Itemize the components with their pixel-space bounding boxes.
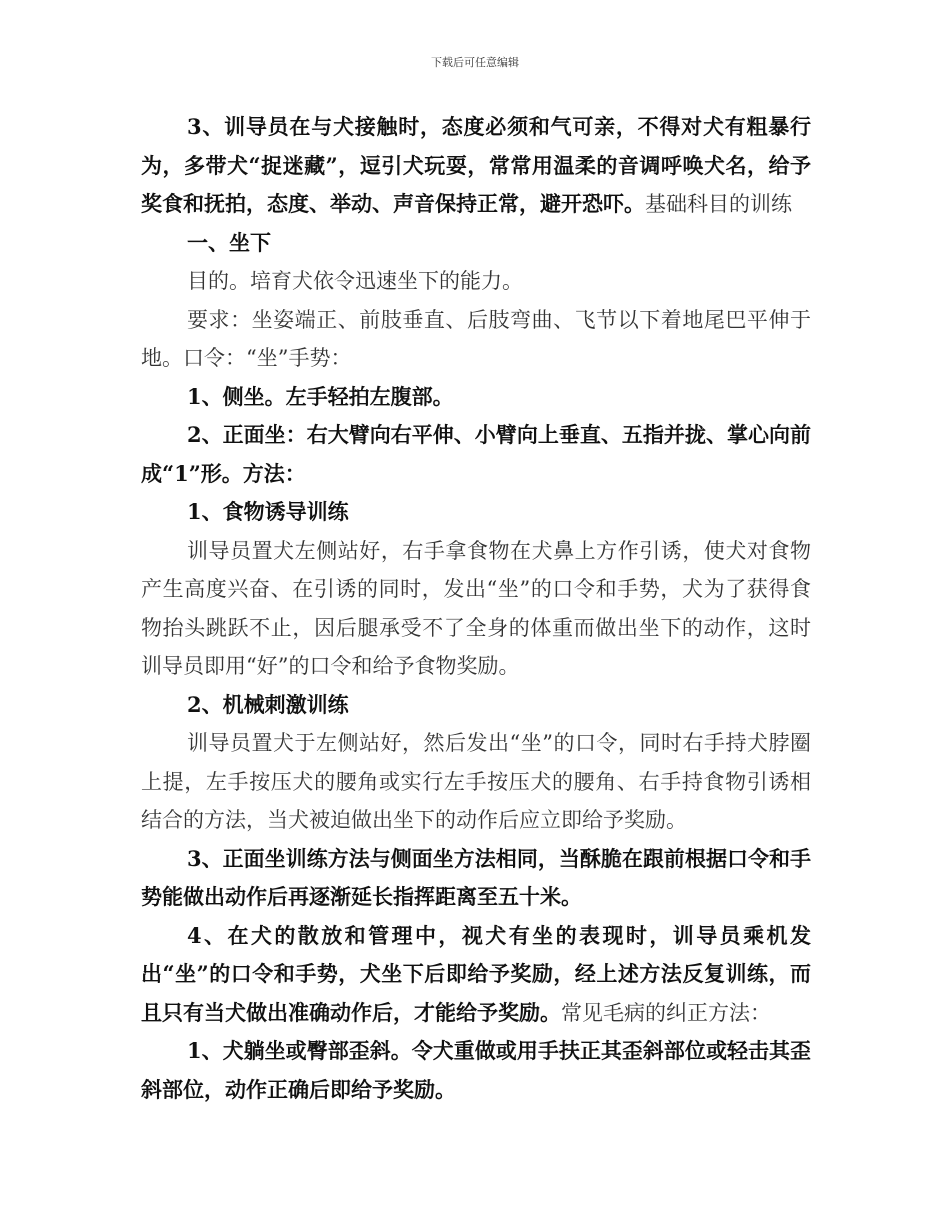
- paragraph-attitude: [141, 108, 811, 224]
- subheading-food-training: 1、食物诱导训练: [187, 499, 349, 524]
- document-body: [141, 108, 811, 1109]
- paragraph-side-sit: 1、侧坐。左手轻拍左腹部。: [187, 383, 454, 409]
- paragraph-front-sit: 2、正面坐：右大臂向右平伸、小臂向上垂直、五指并拢、掌心向前成“1”形。方法：: [141, 422, 811, 486]
- paragraph-free-time-tail: 常见毛病的纠正方法：: [561, 1000, 771, 1025]
- subheading-mechanical-training: 2、机械刺激训练: [187, 691, 349, 717]
- paragraph-mechanical-training: 训导员置犬于左侧站好，然后发出“坐”的口令，同时右手持犬脖圈上提，左手按压犬的腰角或实行左手按压犬的腰角、右手持食物引诱相结合的方法，当犬被迫做出坐下的动作后应立即给予奖励。: [141, 731, 811, 832]
- paragraph-free-time-bold: 4、在犬的散放和管理中，视犬有坐的表现时，训导员乘机发出“坐”的口令和手势，犬坐下后即给予奖励，经上述方法反复训练，而且只有当犬做出准确动作后，才能给予奖励。: [141, 922, 811, 1025]
- paragraph-purpose: 目的。培育犬依令迅速坐下的能力。: [187, 269, 523, 293]
- paragraph-attitude-tail: 基础科目的训练: [645, 192, 792, 216]
- paragraph-correction: 1、犬躺坐或臀部歪斜。令犬重做或用手扶正其歪斜部位或轻击其歪斜部位，动作正确后即给予奖励。: [141, 1038, 811, 1102]
- page-header: 下载后可任意编辑: [431, 56, 519, 69]
- section-heading-sit: 一、坐下: [187, 229, 271, 255]
- paragraph-front-sit-method: 3、正面坐训练方法与侧面坐方法相同，当酥脆在跟前根据口令和手势能做出动作后再逐渐延长指挥距离至五十米。: [141, 845, 811, 909]
- paragraph-free-time: [141, 917, 811, 1033]
- paragraph-requirements: 要求：坐姿端正、前肢垂直、后肢弯曲、飞节以下着地尾巴平伸于地。口令：“坐”手势：: [141, 307, 811, 370]
- paragraph-food-training: 训导员置犬左侧站好，右手拿食物在犬鼻上方作引诱，使犬对食物产生高度兴奋、在引诱的同时，发出“坐”的口令和手势，犬为了获得食物抬头跳跃不止，因后腿承受不了全身的体重而做出坐下的动作，这时训导员即用“好”的口令和给予食物奖励。: [141, 538, 811, 678]
- paragraph-attitude-bold: 3、训导员在与犬接触时，态度必须和气可亲，不得对犬有粗暴行为，多带犬“捉迷藏”，逗引犬玩耍，常常用温柔的音调呼唤犬名，给予奖食和抚拍，态度、举动、声音保持正常，避开恐吓。: [141, 114, 811, 216]
